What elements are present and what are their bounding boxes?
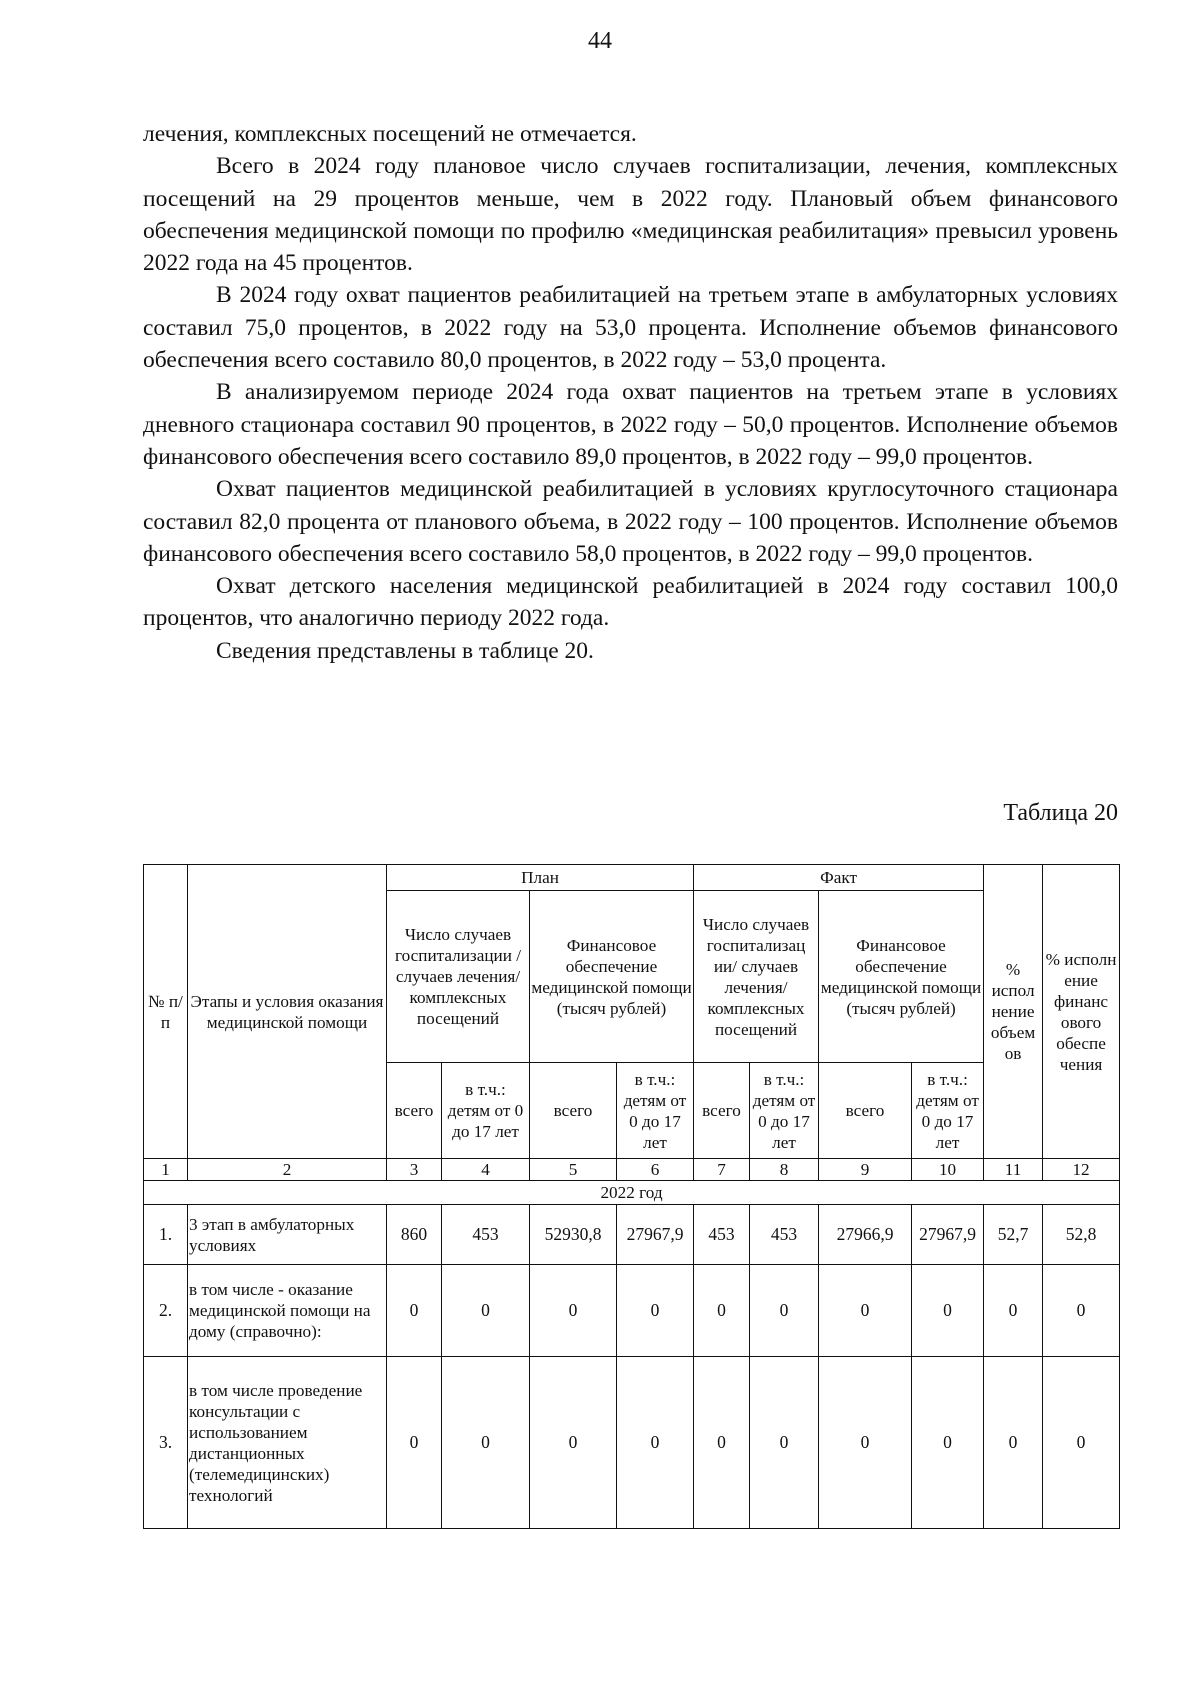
row-number: 2.	[144, 1265, 188, 1357]
table-row	[144, 1357, 1120, 1529]
header-total: всего	[387, 1063, 442, 1159]
cell: 0	[912, 1265, 984, 1357]
header-children: в т.ч.: детям от 0 до 17 лет	[750, 1063, 819, 1159]
body-text	[143, 118, 1118, 667]
cell: 453	[694, 1205, 750, 1265]
row-number: 1.	[144, 1205, 188, 1265]
column-number: 8	[750, 1159, 819, 1181]
data-table	[143, 864, 1120, 1529]
cell: 0	[617, 1265, 694, 1357]
table-row	[144, 1205, 1120, 1265]
cell: 0	[387, 1357, 442, 1529]
header-fact-cases: Число случаев госпитализац ии/ случаев лечения/ комплексных посещений	[694, 891, 819, 1063]
cell: 52,8	[1043, 1205, 1120, 1265]
cell: 0	[1043, 1357, 1120, 1529]
cell: 0	[819, 1265, 912, 1357]
paragraph: В анализируемом периоде 2024 года охват пациентов на третьем этапе в условиях дневного стационара составил 90 процентов, в 2022 году – 50,0 процентов. Исполнение объемов финансового обеспечения всего составило 89,0 процентов, в 2022 году – 99,0 процентов.	[143, 379, 1118, 470]
cell: 0	[530, 1357, 617, 1529]
column-number: 3	[387, 1159, 442, 1181]
cell: 0	[387, 1265, 442, 1357]
paragraph: Охват пациентов медицинской реабилитацией в условиях круглосуточного стационара составил 82,0 процента от планового объема, в 2022 году – 100 процентов. Исполнение объемов финансового обеспечения всего составило 58,0 процентов, в 2022 году – 99,0 процентов.	[143, 476, 1118, 567]
header-pct-finance: % исполн ение финанс ового обеспе чения	[1043, 865, 1120, 1159]
header-stages: Этапы и условия оказания медицинской помощи	[188, 865, 387, 1159]
table-row	[144, 1265, 1120, 1357]
cell: 0	[617, 1357, 694, 1529]
cell: 52,7	[984, 1205, 1043, 1265]
column-number: 2	[188, 1159, 387, 1181]
column-number: 6	[617, 1159, 694, 1181]
cell: 27967,9	[912, 1205, 984, 1265]
paragraph: лечения, комплексных посещений не отмечается.	[143, 121, 637, 147]
page-number: 44	[588, 28, 612, 54]
header-fact-finance: Финансовое обеспечение медицинской помощи (тысяч рублей)	[819, 891, 984, 1063]
cell: 0	[442, 1265, 530, 1357]
section-label: 2022 год	[144, 1181, 1120, 1205]
cell: 27966,9	[819, 1205, 912, 1265]
header-children: в т.ч.: детям от 0 до 17 лет	[617, 1063, 694, 1159]
header-children: в т.ч.: детям от 0 до 17 лет	[912, 1063, 984, 1159]
header-total: всего	[530, 1063, 617, 1159]
column-number: 10	[912, 1159, 984, 1181]
column-number: 11	[984, 1159, 1043, 1181]
header-plan-finance: Финансовое обеспечение медицинской помощи (тысяч рублей)	[530, 891, 694, 1063]
cell: 0	[750, 1265, 819, 1357]
cell: 453	[442, 1205, 530, 1265]
header-total: всего	[694, 1063, 750, 1159]
cell: 0	[530, 1265, 617, 1357]
header-plan: План	[387, 865, 694, 891]
header-children: в т.ч.: детям от 0 до 17 лет	[442, 1063, 530, 1159]
header-num: № п/п	[144, 865, 188, 1159]
header-plan-cases: Число случаев госпитализации / случаев лечения/ комплексных посещений	[387, 891, 530, 1063]
cell: 0	[819, 1357, 912, 1529]
column-number: 9	[819, 1159, 912, 1181]
row-label: 3 этап в амбулаторных условиях	[188, 1205, 387, 1265]
column-number: 5	[530, 1159, 617, 1181]
header-fact: Факт	[694, 865, 984, 891]
column-number: 7	[694, 1159, 750, 1181]
column-number: 4	[442, 1159, 530, 1181]
row-number: 3.	[144, 1357, 188, 1529]
paragraph: В 2024 году охват пациентов реабилитацией на третьем этапе в амбулаторных условиях составил 75,0 процентов, в 2022 году на 53,0 процента. Исполнение объемов финансового обеспечения всего составило 80,0 процентов, в 2022 году – 53,0 процента.	[143, 282, 1118, 374]
header-total: всего	[819, 1063, 912, 1159]
table-caption: Таблица 20	[1003, 800, 1118, 826]
paragraph: Всего в 2024 году плановое число случаев госпитализации, лечения, комплексных посещений на 29 процентов меньше, чем в 2022 году. Плановый объем финансового обеспечения медицинской помощи по профилю «медицинская реабилитация» превысил уровень 2022 года на 45 процентов.	[143, 153, 1118, 277]
paragraph: Сведения представлены в таблице 20.	[216, 637, 594, 664]
cell: 453	[750, 1205, 819, 1265]
cell: 0	[694, 1265, 750, 1357]
paragraph: Охват детского населения медицинской реабилитацией в 2024 году составил 100,0 процентов, что аналогично периоду 2022 года.	[143, 573, 1118, 632]
cell: 860	[387, 1205, 442, 1265]
header-pct-volume: % испол нение объем ов	[984, 865, 1043, 1159]
row-label: в том числе проведение консультации с использованием дистанционных (телемедицинских) технологий	[188, 1357, 387, 1529]
column-number: 1	[144, 1159, 188, 1181]
cell: 0	[750, 1357, 819, 1529]
row-label: в том числе - оказание медицинской помощи на дому (справочно):	[188, 1265, 387, 1357]
cell: 0	[694, 1357, 750, 1529]
cell: 0	[1043, 1265, 1120, 1357]
cell: 0	[984, 1265, 1043, 1357]
cell: 0	[442, 1357, 530, 1529]
cell: 0	[912, 1357, 984, 1529]
cell: 27967,9	[617, 1205, 694, 1265]
cell: 52930,8	[530, 1205, 617, 1265]
cell: 0	[984, 1357, 1043, 1529]
column-number: 12	[1043, 1159, 1120, 1181]
